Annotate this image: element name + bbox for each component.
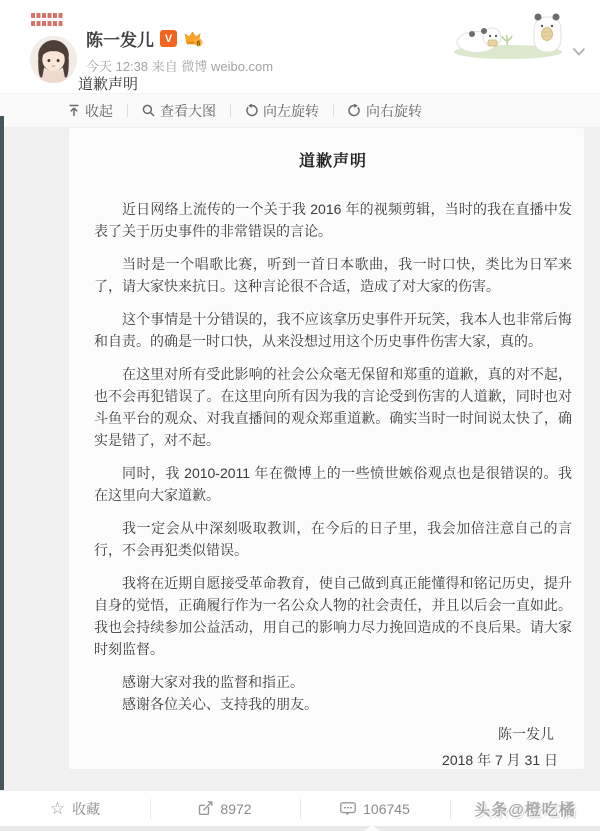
action-bar-divider <box>300 799 301 819</box>
letter-thanks-line: 感谢大家对我的监督和指正。 <box>122 674 304 690</box>
letter-paragraph: 我将在近期自愿接受革命教育，使自己做到真正能懂得和铭记历史，提升自身的觉悟，正确履行作为一名公众人物的社会责任，并且以后会一直如此。我也会持续参加公益活动，用自己的影响力尽力挽回造成的不良后果。请大家时刻监督。 <box>94 575 572 657</box>
chevron-down-icon[interactable] <box>572 44 586 54</box>
star-icon: ☆ <box>49 799 66 818</box>
username-row <box>86 26 203 51</box>
rotate-left-button[interactable] <box>245 101 319 121</box>
rotate-right-label: 向右旋转 <box>366 102 422 119</box>
letter-paragraph: 当时是一个唱歌比赛，听到一首日本歌曲，我一时口快，类比为日军来了，请大家快来抗日。这种言论很不合适，造成了对大家的伤害。 <box>94 256 572 294</box>
watermark-cell <box>450 791 600 826</box>
view-large-image-button[interactable] <box>142 101 216 121</box>
toolbar-divider <box>333 104 334 117</box>
collapse-label: 收起 <box>85 102 113 119</box>
image-area <box>0 127 600 790</box>
watermark-text: 头条@橙吃橘 <box>474 802 576 819</box>
letter-paragraph: 这个事情是十分错误的，我不应该拿历史事件开玩笑，我本人也非常后悔和自责。的确是一时口快，从来没想过用这个历史事件伤害大家，真的。 <box>94 311 572 349</box>
vip-crown-icon <box>183 30 203 47</box>
repost-button[interactable] <box>150 791 300 826</box>
rotate-right-icon <box>348 104 361 117</box>
post-text: 道歉声明 <box>78 76 139 93</box>
stamp-line <box>31 13 63 18</box>
letter-title: 道歉声明 <box>298 153 367 170</box>
letter-paragraph: 在这里对所有受此影响的社会公众毫无保留和郑重的道歉，真的对不起，也不会再犯错误了。在这里向所有因为我的言论受到伤害的人道歉，同时也对斗鱼平台的观众、对我直播间的观众郑重道歉。确实当时一时间说太快了，确实是错了，对不起。 <box>94 366 572 448</box>
action-bar-divider <box>150 799 151 819</box>
toolbar-divider <box>127 104 128 117</box>
letter-paragraph: 近日网络上流传的一个关于我 2016 年的视频剪辑，当时的我在直播中发表了关于历史事件的非常错误的言论。 <box>94 201 572 239</box>
rotate-left-icon <box>245 104 258 117</box>
magnifier-icon <box>142 104 155 117</box>
left-edge-strip <box>0 116 4 792</box>
action-bar-divider <box>450 799 451 819</box>
rotate-right-button[interactable] <box>348 101 422 121</box>
letter-paragraph: 同时，我 2010-2011 年在微博上的一些愤世嫉俗观点也是很错误的。我在这里向大家道歉。 <box>94 465 572 503</box>
bears-illustration <box>450 5 570 61</box>
repost-count: 8972 <box>220 800 252 817</box>
letter-date: 2018 年 7 月 31 日 <box>442 752 558 768</box>
rotate-left-label: 向左旋转 <box>263 102 319 119</box>
post-header <box>0 0 600 93</box>
avatar-stamp <box>31 13 63 29</box>
repost-icon <box>198 801 213 816</box>
stamp-line <box>31 21 63 26</box>
letter-paragraph: 我一定会从中深刻吸取教训，在今后的日子里，我会加倍注意自己的言行，不会再犯类似错误。 <box>94 520 572 558</box>
action-bar <box>0 790 600 826</box>
toolbar-divider <box>230 104 231 117</box>
verified-v-icon: V <box>160 30 177 47</box>
comment-panel-caret <box>364 825 380 831</box>
collapse-up-icon <box>68 104 80 117</box>
letter-thanks-line: 感谢各位关心、支持我的朋友。 <box>122 696 318 712</box>
letter-image[interactable] <box>68 127 585 770</box>
bottom-strip <box>0 826 600 831</box>
svg-text:6: 6 <box>196 40 201 47</box>
image-toolbar <box>0 93 600 127</box>
timestamp: 今天 12:38 来自 微博 weibo.com <box>86 59 274 74</box>
view-large-label: 查看大图 <box>160 102 216 119</box>
letter-signature: 陈一发儿 <box>498 726 554 742</box>
username[interactable]: 陈一发儿 <box>86 31 154 50</box>
favorite-label: 收藏 <box>72 800 101 817</box>
collapse-button[interactable] <box>68 101 113 121</box>
comment-button[interactable] <box>300 791 450 826</box>
comment-count: 106745 <box>363 800 410 817</box>
avatar[interactable] <box>30 36 77 83</box>
favorite-button[interactable] <box>0 791 150 826</box>
comment-icon <box>340 802 356 816</box>
avatar-girl-illustration <box>30 36 77 83</box>
